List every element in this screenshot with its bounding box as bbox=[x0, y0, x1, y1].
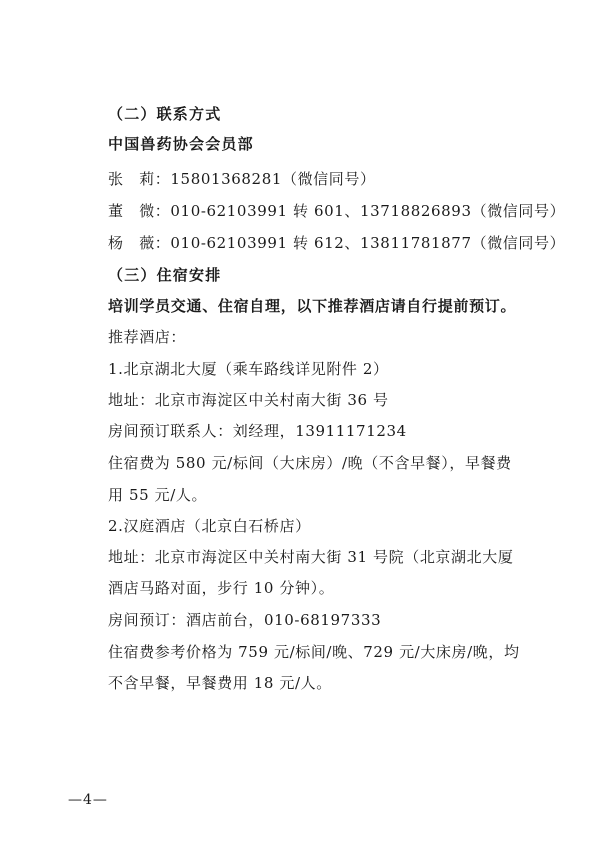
hotel1-title: 1.北京湖北大厦（乘车路线详见附件 2） bbox=[108, 360, 389, 378]
contact-name: 张 莉： bbox=[108, 170, 171, 188]
hotel1-address: 地址：北京市海淀区中关村南大街 36 号 bbox=[108, 391, 389, 409]
contact-person-zhang bbox=[108, 168, 376, 190]
hotel2-address-line1: 地址：北京市海淀区中关村南大街 31 号院（北京湖北大厦 bbox=[108, 548, 514, 566]
hotel2-address-line2: 酒店马路对面，步行 10 分钟）。 bbox=[108, 579, 335, 597]
contact-detail: 15801368281（微信同号） bbox=[170, 170, 376, 188]
contact-name: 董 微： bbox=[108, 202, 171, 220]
hotel2-booking: 房间预订：酒店前台，010-68197333 bbox=[108, 611, 382, 629]
hotel2-price-line1: 住宿费参考价格为 759 元/标间/晚、729 元/大床房/晚，均 bbox=[108, 643, 520, 661]
hotel1-booking: 房间预订联系人：刘经理，13911171234 bbox=[108, 422, 407, 440]
contact-department: 中国兽药协会会员部 bbox=[108, 135, 254, 153]
hotel1-price-line2: 用 55 元/人。 bbox=[108, 486, 208, 504]
lodging-heading: （三）住宿安排 bbox=[108, 266, 222, 284]
contact-detail: 010-62103991 转 612、13811781877（微信同号） bbox=[170, 234, 566, 252]
lodging-notice: 培训学员交通、住宿自理，以下推荐酒店请自行提前预订。 bbox=[108, 297, 517, 315]
contact-person-dong bbox=[108, 200, 565, 222]
contact-person-yang bbox=[108, 232, 565, 254]
hotel2-price-line2: 不含早餐，早餐费用 18 元/人。 bbox=[108, 674, 332, 692]
contact-heading: （二）联系方式 bbox=[108, 105, 222, 123]
recommend-label: 推荐酒店： bbox=[108, 328, 187, 346]
hotel1-price-line1: 住宿费为 580 元/标间（大床房）/晚（不含早餐），早餐费 bbox=[108, 454, 512, 472]
contact-detail: 010-62103991 转 601、13718826893（微信同号） bbox=[170, 202, 566, 220]
hotel2-title: 2.汉庭酒店（北京白石桥店） bbox=[108, 517, 311, 535]
page-number: —4— bbox=[68, 792, 108, 808]
contact-name: 杨 薇： bbox=[108, 234, 171, 252]
